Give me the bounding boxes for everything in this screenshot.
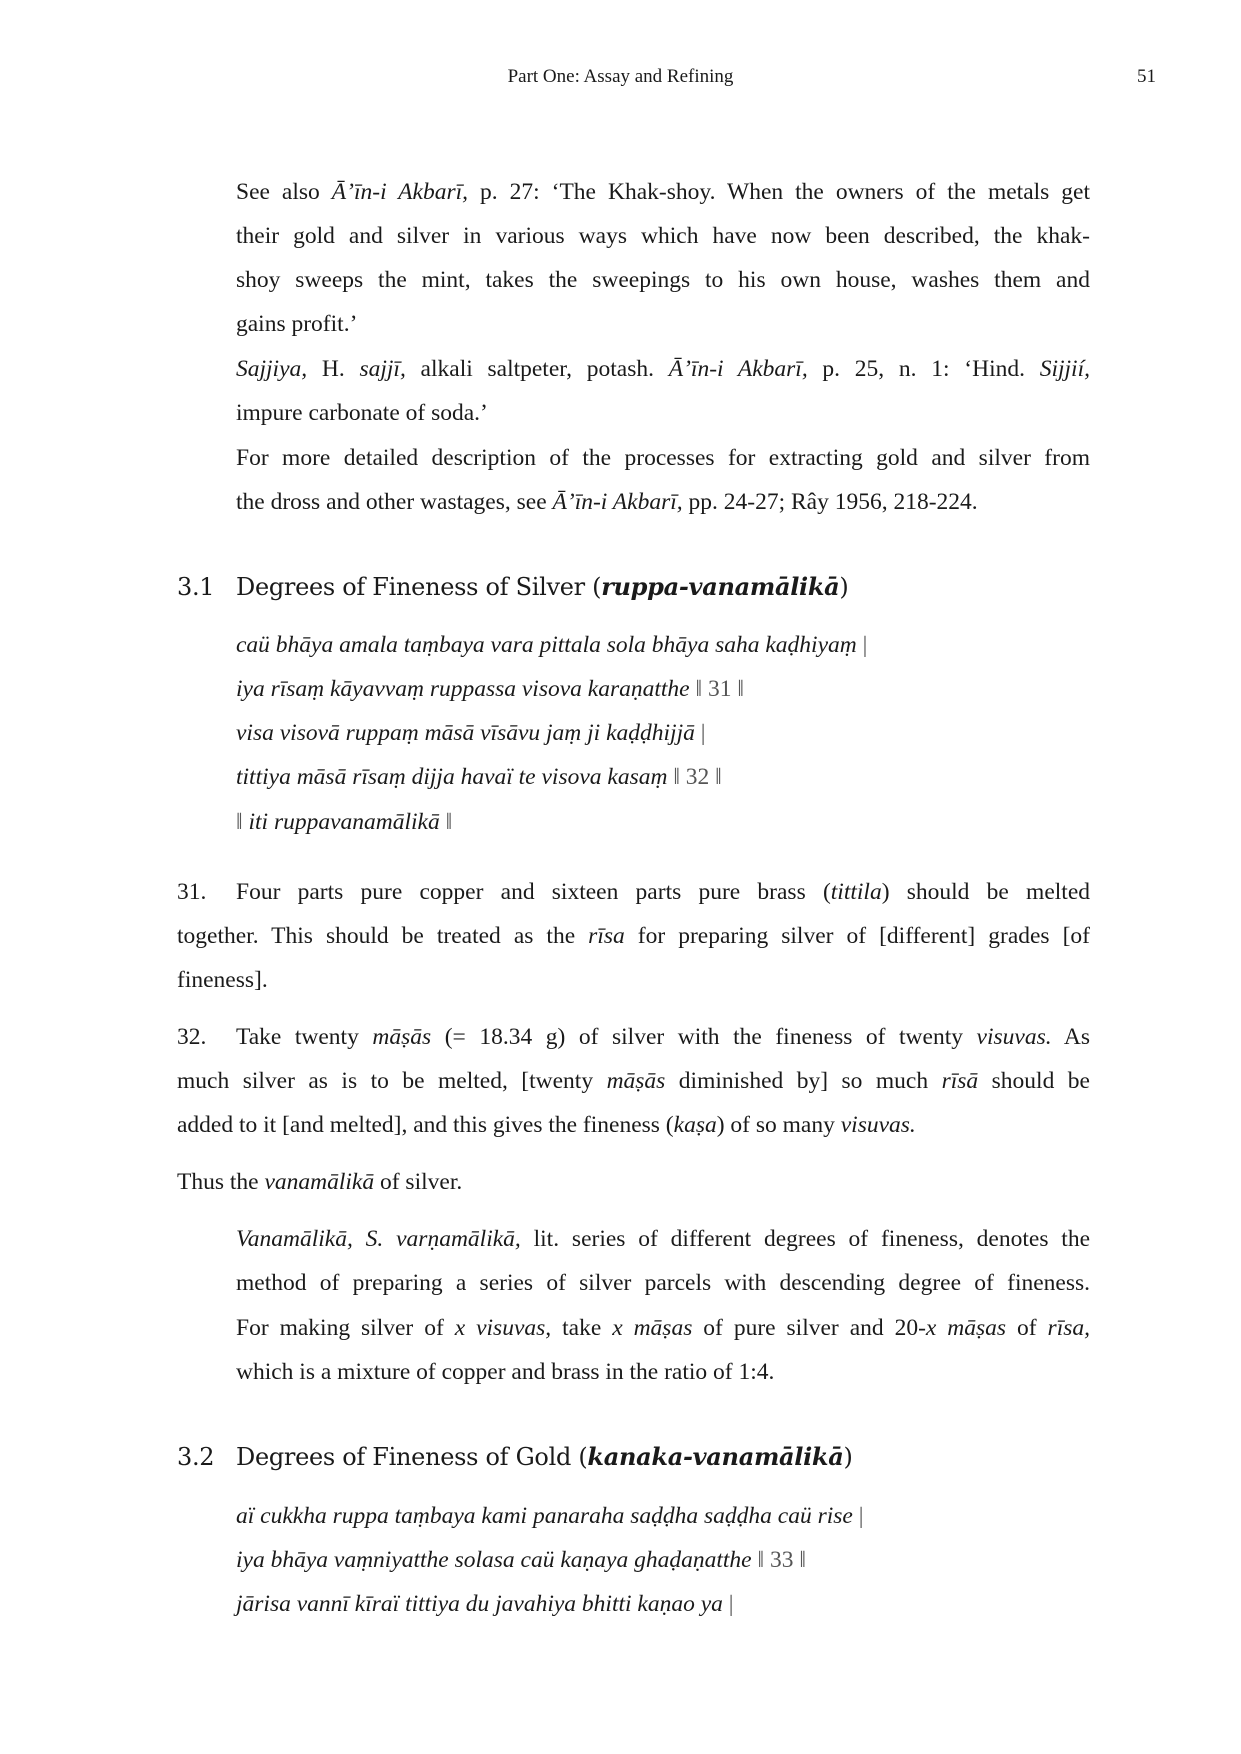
verse-text: tittiya māsā rīsaṃ dijja havaï te visova kasaṃ bbox=[236, 764, 668, 790]
title-end: ) bbox=[843, 1443, 853, 1471]
italic-term: x māṣas bbox=[925, 1315, 1007, 1341]
italic-title: Ā’īn-i Akbarī, bbox=[331, 179, 468, 205]
verse-text: caü bhāya amala taṃbaya vara pittala sola bhāya saha kaḍhiyaṃ bbox=[236, 632, 857, 658]
italic-title: Ā’īn-i Akbarī, bbox=[552, 489, 683, 515]
section-title bbox=[236, 573, 849, 601]
text: the dross and other wastages, see bbox=[236, 489, 553, 515]
italic-term: vanamālikā bbox=[264, 1169, 375, 1195]
title-italic: ruppa-vanamālikā bbox=[601, 572, 840, 601]
italic-term: rīsa, bbox=[1047, 1315, 1090, 1341]
note-line: impure carbonate of soda.’ bbox=[236, 400, 488, 426]
verse-mark: ‖ 33 ‖ bbox=[757, 1547, 806, 1573]
text: added to it [and melted], and this gives the fineness ( bbox=[177, 1112, 674, 1138]
verse-line bbox=[236, 763, 722, 791]
text: of silver. bbox=[374, 1169, 463, 1195]
title-text: Degrees of Fineness of Gold ( bbox=[236, 1443, 588, 1471]
italic-term: rīsā bbox=[941, 1068, 979, 1094]
text: of pure silver and 20- bbox=[692, 1315, 926, 1341]
note-line: gains profit.’ bbox=[236, 311, 358, 337]
italic-term: rīsa bbox=[588, 923, 625, 949]
note-line: method of preparing a series of silver parcels with descending degree of fineness. bbox=[236, 1270, 1090, 1296]
text: Four parts pure copper and sixteen parts pure brass ( bbox=[236, 879, 831, 905]
title-end: ) bbox=[839, 573, 849, 601]
verse-line bbox=[236, 631, 867, 659]
italic-term: tittila bbox=[830, 879, 882, 905]
text: Take twenty bbox=[236, 1024, 373, 1050]
text: Thus the bbox=[177, 1169, 265, 1195]
note-line: shoy sweeps the mint, takes the sweepings to his own house, washes them and bbox=[236, 267, 1090, 293]
page-number: 51 bbox=[1137, 66, 1156, 87]
note-line bbox=[236, 1314, 1090, 1342]
verse-text: visa visovā ruppaṃ māsā vīsāvu jaṃ ji kaḍḍhijjā bbox=[236, 720, 695, 746]
italic-term: Vanamālikā, S. varṇamālikā, bbox=[236, 1226, 521, 1252]
verse-mark: ‖ 31 ‖ bbox=[695, 676, 744, 702]
verse-line bbox=[236, 675, 744, 703]
running-title: Part One: Assay and Refining bbox=[507, 66, 734, 87]
text: ) should be melted bbox=[881, 879, 1090, 905]
italic-term: visuvas. bbox=[976, 1024, 1052, 1050]
translation-line bbox=[177, 922, 1090, 950]
text: of bbox=[1006, 1315, 1048, 1341]
italic-term: māṣās bbox=[372, 1024, 432, 1050]
note-line bbox=[236, 488, 978, 516]
text: For making silver of bbox=[236, 1315, 455, 1341]
text: H. bbox=[307, 356, 360, 382]
italic-term: visuvas. bbox=[840, 1112, 916, 1138]
text: As bbox=[1051, 1024, 1090, 1050]
verse-line bbox=[236, 1546, 806, 1574]
text: See also bbox=[236, 179, 332, 205]
italic-term: x visuvas, bbox=[454, 1315, 552, 1341]
text: lit. series of different degrees of fineness, denotes the bbox=[520, 1226, 1091, 1252]
verse-number: 32. bbox=[177, 1024, 207, 1050]
italic-term: kaṣa bbox=[673, 1112, 717, 1138]
translation-line bbox=[177, 1067, 1090, 1095]
verse-text: aï cukkha ruppa taṃbaya kami panaraha saḍḍha saḍḍha caü rise bbox=[236, 1503, 853, 1529]
closing-line bbox=[177, 1168, 462, 1196]
section-number: 3.2 bbox=[177, 1443, 215, 1471]
running-head bbox=[0, 66, 1241, 90]
text: together. This should be treated as the bbox=[177, 923, 589, 949]
note-line: which is a mixture of copper and brass in the ratio of 1:4. bbox=[236, 1359, 775, 1385]
text: take bbox=[551, 1315, 613, 1341]
section-title bbox=[236, 1443, 853, 1471]
text: p. 25, n. 1: ‘Hind. bbox=[807, 356, 1040, 382]
verse-mark: | bbox=[862, 632, 868, 658]
section-number: 3.1 bbox=[177, 573, 215, 601]
italic-term: x māṣas bbox=[612, 1315, 693, 1341]
verse-line bbox=[236, 1590, 734, 1618]
verse-mark: | bbox=[700, 720, 706, 746]
title-text: Degrees of Fineness of Silver ( bbox=[236, 573, 602, 601]
verse-mark: ‖ bbox=[236, 809, 243, 835]
translation-line bbox=[177, 1023, 1090, 1051]
italic-term: sajjī, bbox=[359, 356, 406, 382]
italic-term: māṣās bbox=[606, 1068, 666, 1094]
verse-line bbox=[236, 719, 705, 747]
text: pp. 24-27; Rây 1956, 218-224. bbox=[682, 489, 978, 515]
text: diminished by] so much bbox=[665, 1068, 942, 1094]
translation-line bbox=[177, 878, 1090, 906]
verse-text: iti ruppavanamālikā bbox=[248, 809, 440, 835]
text: for preparing silver of [different] grades [of bbox=[624, 923, 1090, 949]
note-line bbox=[236, 178, 1090, 206]
text: should be bbox=[978, 1068, 1090, 1094]
verse-mark: | bbox=[858, 1503, 864, 1529]
verse-mark: ‖ 32 ‖ bbox=[673, 764, 722, 790]
italic-term: Sajjiya, bbox=[236, 356, 308, 382]
verse-line bbox=[236, 1502, 863, 1530]
verse-number: 31. bbox=[177, 879, 207, 905]
note-line: their gold and silver in various ways which have now been described, the khak- bbox=[236, 223, 1090, 249]
verse-mark: ‖ bbox=[445, 809, 453, 835]
italic-title: Ā’īn-i Akbarī, bbox=[668, 356, 808, 382]
text: much silver as is to be melted, [twenty bbox=[177, 1068, 607, 1094]
verse-mark: | bbox=[728, 1591, 734, 1617]
note-line bbox=[236, 355, 1090, 383]
verse-text: jārisa vannī kīraï tittiya du javahiya bhitti kaṇao ya bbox=[236, 1591, 723, 1617]
text: (= 18.34 g) of silver with the fineness of twenty bbox=[431, 1024, 977, 1050]
verse-text: iya rīsaṃ kāyavvaṃ ruppassa visova karaṇatthe bbox=[236, 676, 690, 702]
text: p. 27: ‘The Khak-shoy. When the owners of the metals get bbox=[468, 179, 1090, 205]
note-line bbox=[236, 1225, 1090, 1253]
title-italic: kanaka-vanamālikā bbox=[587, 1442, 844, 1471]
text: ) of so many bbox=[716, 1112, 841, 1138]
note-line: For more detailed description of the processes for extracting gold and silver from bbox=[236, 445, 1090, 471]
translation-line: fineness]. bbox=[177, 967, 268, 993]
text: alkali saltpeter, potash. bbox=[405, 356, 669, 382]
verse-line bbox=[236, 808, 452, 836]
verse-text: iya bhāya vaṃniyatthe solasa caü kaṇaya ghaḍaṇatthe bbox=[236, 1547, 752, 1573]
italic-term: Sijjií, bbox=[1039, 356, 1090, 382]
translation-line bbox=[177, 1111, 916, 1139]
